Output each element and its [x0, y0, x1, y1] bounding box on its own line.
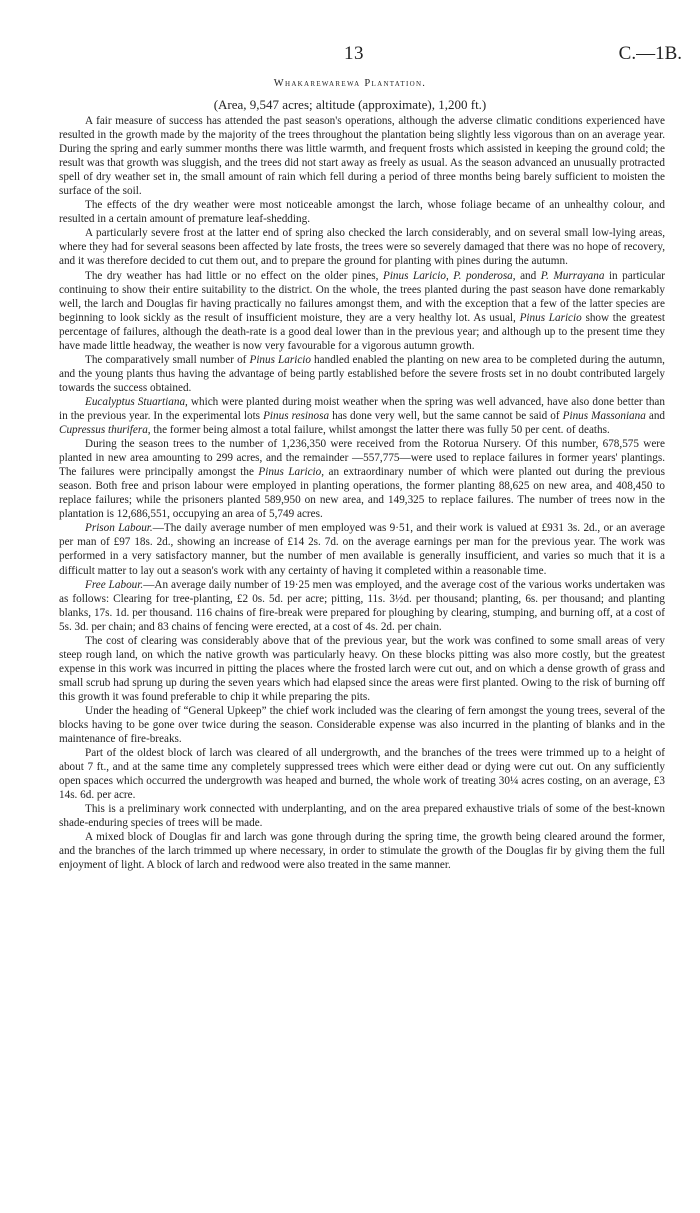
paragraph: Prison Labour.—The daily average number of men employed was 9·51, and their work is valued at £931 3s. 2d., or an average per man of £97 18s. 2d., showing an increase of £14 2s. 7d. on the average earnings per man for the previous year. The work was performed in a very satisfactory manner, but the number of men available is generally insufficient, and varies so much that it is a difficult matter to lay out a season's work with any certainty of having it completed within a reasonable time. — [59, 522, 666, 577]
paragraph: Under the heading of “General Upkeep” the chief work included was the clearing of fern amongst the young trees, several of the blocks having to be gone over twice during the season. Considerable expense was also incurred in the planting of blanks and in the maintenance of fire-breaks. — [59, 704, 665, 746]
paragraph: The dry weather has had little or no effect on the older pines, Pinus Laricio, P. ponderosa, and P. Murrayana in particular continuing to show their entire suitability to the district. On the whole, the trees planted during the past season have done remarkably well, the larch and Douglas fir having practically no failures amongst them, and with the exception that a few of the latter species are beginning to look sickly as the result of insufficient moisture, they are a very healthy lot. As usual, Pinus Laricio show the greatest percentage of failures, although the death-rate is a good deal lower than in the previous year; and although up to the present time they have made little headway, the weather is now very favourable for a vigorous autumn growth. — [59, 269, 666, 352]
paragraph: Part of the oldest block of larch was cleared of all undergrowth, and the branches of the trees were trimmed up to a height of about 7 ft., and at the same time any completely suppressed trees which were either dead or dying were cut out. On any sufficiently open spaces which occurred the undergrowth was heaped and burned, the whole work of treating 30¼ acres costing, on an average, £3 14s. 6d. per acre. — [59, 747, 665, 802]
page-number: 13 — [344, 43, 364, 64]
paragraph: This is a preliminary work connected with underplanting, and on the area prepared exhaustive trials of some of the best-known shade-enduring species of trees will be made. — [59, 803, 665, 830]
section-subtitle: (Area, 9,547 acres; altitude (approximate), 1,200 ft.) — [213, 97, 487, 112]
document-reference: C.—1B. — [618, 43, 682, 64]
paragraph: A mixed block of Douglas fir and larch was gone through during the spring time, the growth being cleared around the former, and the branches of the larch trimmed up where necessary, in order to stimulate the growth of the Douglas fir by giving them the full enjoyment of light. A block of larch and redwood were also treated in the same manner. — [59, 831, 665, 872]
body-text — [59, 114, 665, 873]
paragraph: The cost of clearing was considerably above that of the previous year, but the work was confined to some small areas of very steep rough land, on which the native growth was particularly heavy. On these blocks pitting was also more costly, but the greatest expense in this work was incurred in pitting the places where the frosted larch were cut out, and on which a dense growth of grass and small scrub had sprung up during the seven years which had elapsed since the areas were first planted. Owing to the risk of burning off this growth it was found preferable to chip it while preparing the pits. — [59, 634, 665, 703]
paragraph: Free Labour.—An average daily number of 19·25 men was employed, and the average cost of the various works undertaken was as follows: Clearing for tree-planting, £2 0s. 5d. per acre; pitting, 11s. 3½d. per thousand; planting, 6s. per thousand; and planting blanks, 17s. 1d. per thousand. 116 chains of fire-break were prepared for ploughing by clearing, stumping, and burning off, at a cost of 5s. 3d. per chain; and 83 chains of fencing were erected, at a cost of 4s. 2d. per chain. — [59, 578, 666, 633]
paragraph: The effects of the dry weather were most noticeable amongst the larch, whose foliage became of an unhealthy colour, and resulted in a certain amount of premature leaf-shedding. — [59, 199, 665, 226]
paragraph: The comparatively small number of Pinus Laricio handled enabled the planting on new area to be completed during the autumn, and the young plants thus having the advantage of being partly established before the severe frosts set in no doubt contributed largely towards the success obtained. — [59, 353, 665, 394]
paragraph: Eucalyptus Stuartiana, which were planted during moist weather when the spring was well advanced, have also done better than in the previous year. In the experimental lots Pinus resinosa has done very well, but the same cannot be said of Pinus Massoniana and Cupressus thurifera, the former being almost a total failure, whilst amongst the latter there was fully 50 per cent. of deaths. — [59, 395, 666, 437]
paragraph: During the season trees to the number of 1,236,350 were received from the Rotorua Nursery. Of this number, 678,575 were planted in new area amounting to 299 acres, and the remainder —557,775—were used to replace failures in former years' plantings. The failures were principally amongst the Pinus Laricio, an extraordinary number of which were planted out during the previous season. Both free and prison labour were employed in planting operations, the former planting 88,625 on new area, and 408,450 to replace failures; while the prisoners planted 589,950 on new area, and 149,325 to replace failures. The number of trees now in the plantation is 12,686,551, occupying an area of 5,749 acres. — [59, 438, 665, 521]
paragraph: A particularly severe frost at the latter end of spring also checked the larch considerably, and on several small low-lying areas, where they had for several seasons been affected by late frosts, the trees were so severely damaged that there was no hope of recovery, and it was therefore decided to cut them out, and to prepare the ground for planting with pines during the autumn. — [59, 227, 665, 268]
paragraph: A fair measure of success has attended the past season's operations, although the adverse climatic conditions experienced have resulted in the growth made by the majority of the trees throughout the plantation being slightly less vigorous than on an average year. During the spring and early summer months there was little warmth, and frequent frosts which assisted in keeping the ground cold; the result was that growth was sluggish, and the trees did not start away as freely as usual. As the season advanced an unusually protracted spell of dry weather set in, the small amount of rain which fell during a period of three months being barely sufficient to moisten the surface of the soil. — [59, 115, 665, 198]
section-title: Whakarewarewa Plantation. — [273, 78, 427, 89]
